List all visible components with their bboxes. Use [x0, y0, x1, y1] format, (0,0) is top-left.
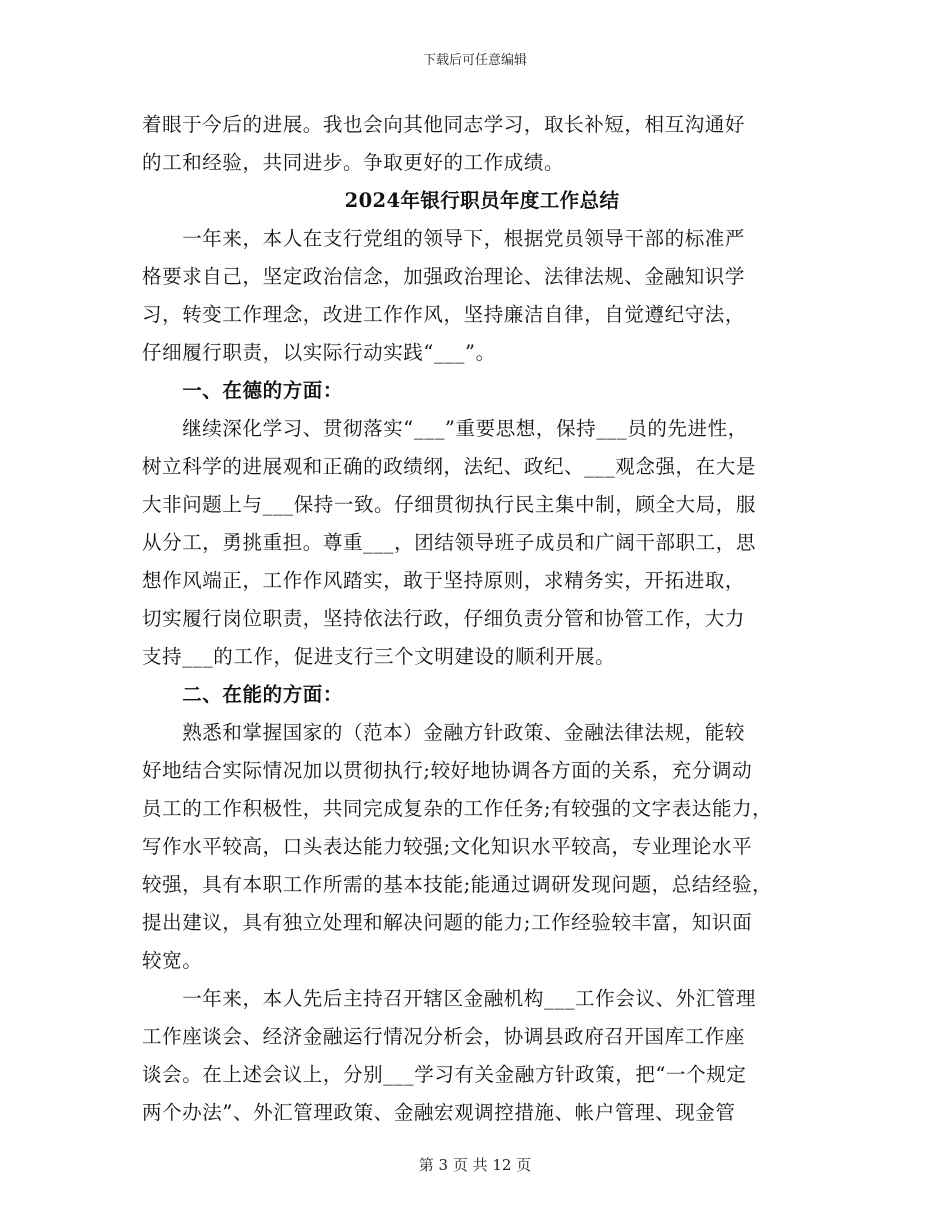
- text-line: 一年来，本人先后主持召开辖区金融机构___工作会议、外汇管理: [142, 987, 756, 1010]
- text-line: 继续深化学习、贯彻落实“___”重要思想，保持___员的先进性，: [142, 417, 748, 440]
- text-line: 两个办法”、外汇管理政策、金融宏观调控措施、帐户管理、现金管: [142, 1101, 736, 1124]
- text-line: 支持___的工作，促进支行三个文明建设的顺利开展。: [142, 645, 616, 668]
- document-body: [142, 106, 822, 1132]
- text-line: 一年来，本人在支行党组的领导下，根据党员领导干部的标准严: [142, 227, 746, 250]
- page-footer: 第 3 页 共 12 页: [418, 1156, 532, 1174]
- text-line: 大非问题上与___保持一致。仔细贯彻执行民主集中制，顾全大局，服: [142, 493, 756, 516]
- text-line: 好地结合实际情况加以贯彻执行;较好地协调各方面的关系，充分调动: [142, 759, 753, 782]
- text-line: 较宽。: [142, 949, 203, 972]
- text-line: 的工和经验，共同进步。争取更好的工作成绩。: [142, 151, 565, 174]
- text-line: 较强，具有本职工作所需的基本技能;能通过调研发现问题，总结经验，: [142, 873, 773, 896]
- text-line: 工作座谈会、经济金融运行情况分析会，协调县政府召开国库工作座: [142, 1025, 746, 1048]
- text-line: 树立科学的进展观和正确的政绩纲，法纪、政纪、___观念强，在大是: [142, 455, 756, 478]
- text-line: 写作水平较高，口头表达能力较强;文化知识水平较高，专业理论水平: [142, 835, 753, 858]
- text-line: 员工的工作积极性，共同完成复杂的工作任务;有较强的文字表达能力，: [142, 797, 773, 820]
- page-header: 下载后可任意编辑: [422, 53, 527, 68]
- document-title: 2024年银行职员年度工作总结: [344, 189, 620, 212]
- section-heading: 二、在能的方面：: [142, 683, 344, 706]
- text-line: 着眼于今后的进展。我也会向其他同志学习，取长补短，相互沟通好: [142, 113, 746, 136]
- text-line: 从分工，勇挑重担。尊重___，团结领导班子成员和广阔干部职工，思: [142, 531, 756, 554]
- text-line: 格要求自己，坚定政治信念，加强政治理论、法律法规、金融知识学: [142, 265, 746, 288]
- text-line: 谈会。在上述会议上，分别___学习有关金融方针政策，把“一个规定: [142, 1063, 747, 1086]
- section-heading: 一、在德的方面：: [142, 379, 344, 402]
- text-line: 熟悉和掌握国家的（范本）金融方针政策、金融法律法规，能较: [142, 721, 746, 744]
- text-line: 习，转变工作理念，改进工作作风，坚持廉洁自律，自觉遵纪守法，: [142, 303, 746, 326]
- text-line: 仔细履行职责，以实际行动实践“___”。: [142, 341, 496, 364]
- text-line: 想作风端正，工作作风踏实，敢于坚持原则，求精务实，开拓进取，: [142, 569, 746, 592]
- text-line: 提出建议，具有独立处理和解决问题的能力;工作经验较丰富，知识面: [142, 911, 753, 934]
- text-line: 切实履行岗位职责，坚持依法行政，仔细负责分管和协管工作，大力: [142, 607, 746, 630]
